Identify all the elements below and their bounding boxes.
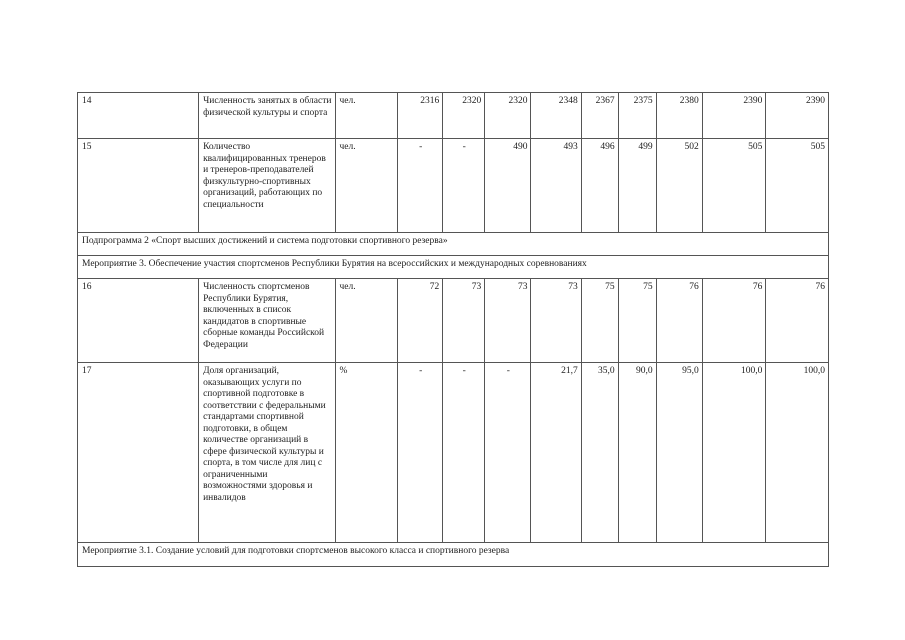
indicator-name: Численность спортсменов Республики Бурятия, включенных в список кандидатов в спортивные сборные команды Российской Федерации (199, 279, 335, 363)
value-cell: 100,0 (766, 363, 829, 543)
value-cell: 90,0 (618, 363, 656, 543)
value-cell: 490 (485, 139, 531, 233)
row-number: 15 (78, 139, 199, 233)
value-cell: 2390 (702, 93, 766, 139)
unit-cell: чел. (335, 279, 398, 363)
value-cell: 21,7 (531, 363, 581, 543)
value-cell: - (398, 139, 443, 233)
value-cell: 73 (485, 279, 531, 363)
row-number: 14 (78, 93, 199, 139)
table-row (78, 93, 829, 139)
value-cell: 72 (398, 279, 443, 363)
value-cell: 505 (766, 139, 829, 233)
unit-cell: % (335, 363, 398, 543)
row-number: 17 (78, 363, 199, 543)
value-cell: 2316 (398, 93, 443, 139)
value-cell: - (443, 363, 485, 543)
section-row (78, 233, 829, 256)
value-cell: 2367 (581, 93, 618, 139)
value-cell: 73 (443, 279, 485, 363)
value-cell: 35,0 (581, 363, 618, 543)
value-cell: 502 (656, 139, 702, 233)
value-cell: - (485, 363, 531, 543)
indicators-table (77, 92, 829, 567)
table-row (78, 363, 829, 543)
table-row (78, 139, 829, 233)
value-cell: 73 (531, 279, 581, 363)
value-cell: 75 (581, 279, 618, 363)
value-cell: 2380 (656, 93, 702, 139)
value-cell: 100,0 (702, 363, 766, 543)
section-row (78, 256, 829, 279)
value-cell: 75 (618, 279, 656, 363)
value-cell: - (443, 139, 485, 233)
value-cell: 76 (702, 279, 766, 363)
measure-heading: Мероприятие 3. Обеспечение участия спортсменов Республики Бурятия на всероссийских и международных соревнованиях (78, 256, 829, 279)
indicator-name: Численность занятых в области физической культуры и спорта (199, 93, 335, 139)
unit-cell: чел. (335, 139, 398, 233)
measure-heading: Мероприятие 3.1. Создание условий для подготовки спортсменов высокого класса и спортивного резерва (78, 543, 829, 567)
value-cell: 76 (656, 279, 702, 363)
section-row (78, 543, 829, 567)
unit-cell: чел. (335, 93, 398, 139)
value-cell: 2320 (485, 93, 531, 139)
indicator-name: Доля организаций, оказывающих услуги по спортивной подготовке в соответствии с федеральными стандартами спортивной подготовки, в общем количестве организаций в сфере физической культуры и спорта, в том числе для лиц с ограниченными возможностями здоровья и инвалидов (199, 363, 335, 543)
value-cell: 2375 (618, 93, 656, 139)
value-cell: 496 (581, 139, 618, 233)
value-cell: 505 (702, 139, 766, 233)
value-cell: 2320 (443, 93, 485, 139)
table-row (78, 279, 829, 363)
value-cell: 493 (531, 139, 581, 233)
value-cell: - (398, 363, 443, 543)
value-cell: 2348 (531, 93, 581, 139)
value-cell: 76 (766, 279, 829, 363)
indicator-name: Количество квалифицированных тренеров и тренеров-преподавателей физкультурно-спортивных организаций, работающих по специальности (199, 139, 335, 233)
subprogram-heading: Подпрограмма 2 «Спорт высших достижений и система подготовки спортивного резерва» (78, 233, 829, 256)
value-cell: 2390 (766, 93, 829, 139)
value-cell: 499 (618, 139, 656, 233)
row-number: 16 (78, 279, 199, 363)
value-cell: 95,0 (656, 363, 702, 543)
